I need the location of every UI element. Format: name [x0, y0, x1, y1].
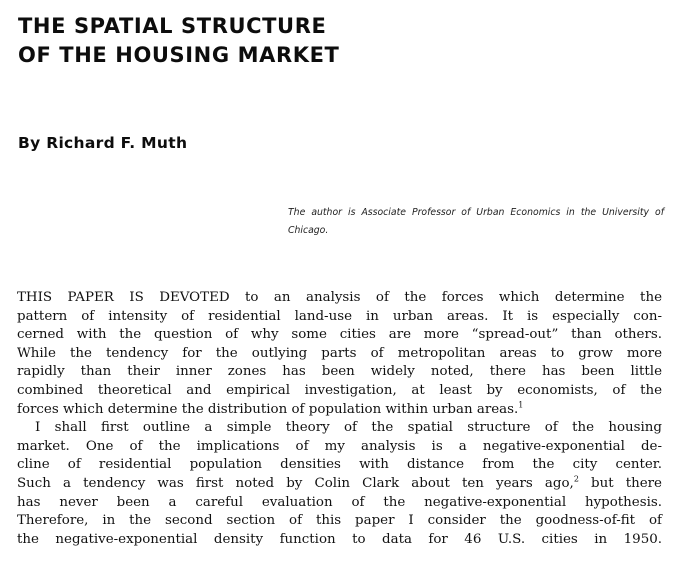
body-line: cerned with the question of why some cities are more “spread-out” than others. — [17, 327, 662, 343]
body-line: THIS PAPER IS DEVOTED to an analysis of the forces which determine the — [17, 290, 662, 305]
author-affiliation-note: The author is Associate Professor of Urban Economics in the University of Chicago. — [288, 207, 664, 236]
body-line: combined theoretical and empirical investigation, at least by economists, of the — [17, 382, 662, 398]
body-line: I shall first outline a simple theory of the spatial structure of the housing — [35, 420, 662, 436]
body-line: While the tendency for the outlying parts of metropolitan areas to grow more — [17, 345, 662, 361]
footnote-marker: 2 — [573, 474, 579, 484]
paper-title — [18, 12, 339, 70]
body-line: pattern of intensity of residential land-use in urban areas. It is especially con- — [17, 308, 662, 324]
body-line: market. One of the implications of my analysis is a negative-exponential de- — [17, 438, 662, 454]
paper-title-line-2: OF THE HOUSING MARKET — [18, 43, 340, 67]
body-line — [17, 475, 662, 494]
body-line — [17, 401, 662, 420]
body-line-text: Such a tendency was first noted by Colin Clark about ten years ago, — [17, 475, 574, 491]
body-line: cline of residential population densities with distance from the city center. — [17, 457, 662, 473]
footnote-marker: 1 — [518, 400, 524, 410]
body-line: Therefore, in the second section of this paper I consider the goodness-of-fit of — [17, 513, 662, 529]
body-line: the negative-exponential density function to data for 46 U.S. cities in 1950. — [17, 531, 662, 547]
body-line: has never been a careful evaluation of the negative-exponential hypothesis. — [17, 494, 662, 510]
author-byline: By Richard F. Muth — [18, 134, 188, 152]
body-line-text: forces which determine the distribution of population within urban areas. — [17, 401, 519, 417]
paper-title-line-1: THE SPATIAL STRUCTURE — [18, 14, 327, 38]
body-line: rapidly than their inner zones has been widely noted, there has been little — [17, 364, 662, 380]
body-line-tail: but there — [578, 475, 662, 491]
body-text — [17, 289, 662, 549]
